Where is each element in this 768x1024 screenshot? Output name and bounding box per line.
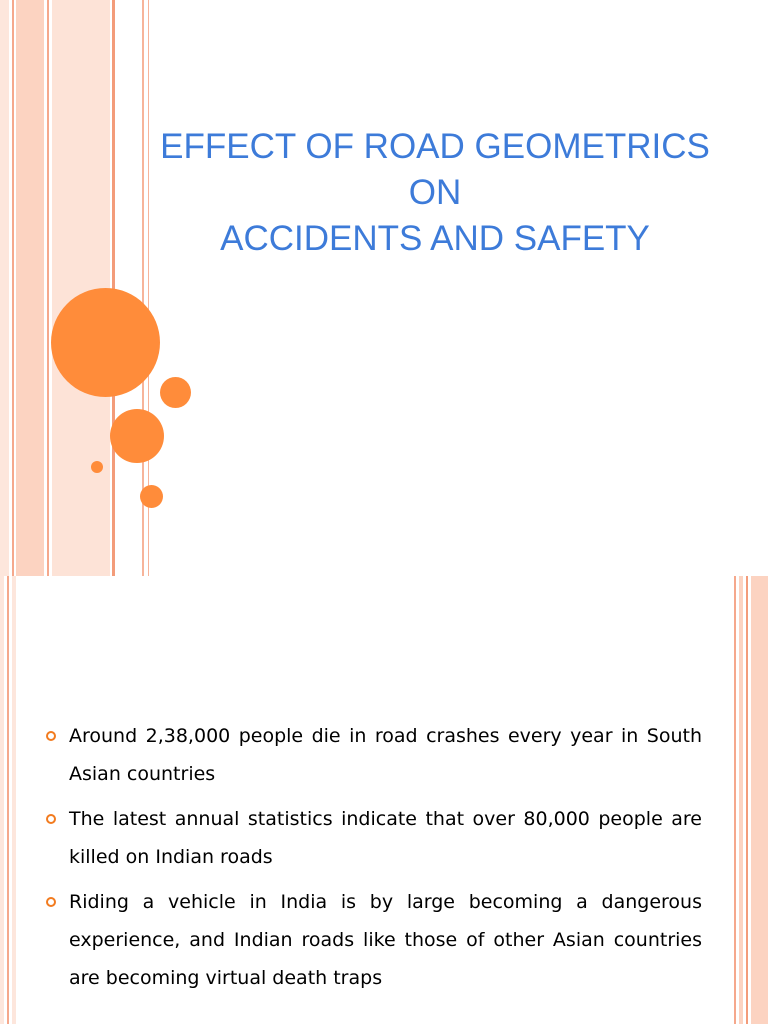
title-line: ON: [408, 173, 462, 212]
decorative-stripe: [739, 576, 743, 1024]
medium-orange-circle: [110, 409, 164, 463]
list-item: [46, 883, 702, 997]
small-orange-circle: [160, 377, 191, 408]
slide-title: [110, 124, 760, 262]
tiny-orange-circle: [91, 461, 103, 473]
title-line: EFFECT OF ROAD GEOMETRICS: [160, 127, 710, 166]
decorative-stripe: [12, 0, 14, 576]
bullet-text: The latest annual statistics indicate that over 80,000 people are killed on Indian roads: [69, 808, 702, 868]
decorative-stripe: [16, 0, 44, 576]
large-orange-circle: [51, 288, 160, 397]
decorative-stripe: [47, 0, 49, 576]
decorative-stripe: [12, 576, 16, 1024]
circle-bullet-icon: [46, 731, 56, 741]
circle-bullet-icon: [46, 897, 56, 907]
circle-bullet-icon: [46, 814, 56, 824]
list-item: [46, 800, 702, 876]
decorative-stripe: [0, 0, 9, 576]
decorative-stripe: [746, 576, 748, 1024]
bullet-text: Around 2,38,000 people die in road crashes every year in South Asian countries: [69, 725, 702, 785]
decorative-stripe: [0, 576, 4, 1024]
decorative-stripe: [7, 576, 9, 1024]
decorative-stripe: [751, 576, 768, 1024]
decorative-stripe: [734, 576, 736, 1024]
title-line: ACCIDENTS AND SAFETY: [220, 219, 650, 258]
bullet-text: Riding a vehicle in India is by large becoming a dangerous experience, and Indian roads like those of other Asian countries are becoming virtual death traps: [69, 891, 702, 989]
bullet-list: [46, 717, 702, 1004]
list-item: [46, 717, 702, 793]
content-slide: [0, 576, 768, 1024]
small-orange-circle: [140, 485, 163, 508]
